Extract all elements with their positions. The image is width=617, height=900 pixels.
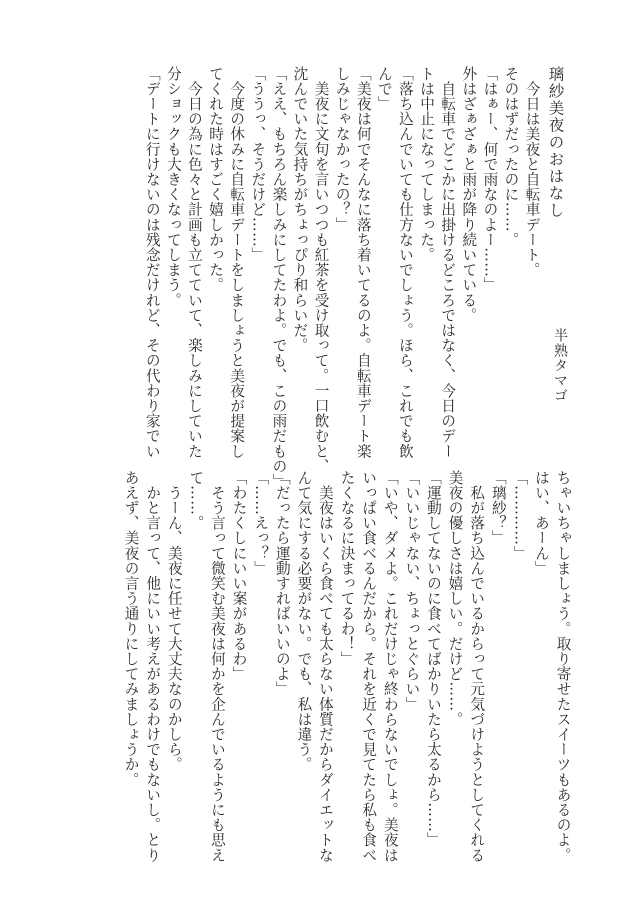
text-line: てくれた時はすごく嬉しかった。 — [207, 66, 225, 293]
text-line: 美夜に文句を言いつつも紅茶を受け取って。一口飲むと、 — [312, 66, 330, 474]
text-line: て……。 — [187, 470, 205, 531]
text-line: 「美夜は何でそんなに落ち着いてるのよ。自転車デート楽 — [354, 66, 372, 459]
text-line: 「わたくしにいい案があるわ」 — [230, 470, 248, 682]
text-line: 「運動してないのに食べてばかりいたら太るから……」 — [424, 470, 442, 848]
text-line: しみじゃなかったの？」 — [333, 66, 351, 233]
text-line: 自転車でどこかに出掛けるどころではなく、今日のデー — [439, 66, 457, 459]
text-line: んて気にする必要がない。でも、私は違う。 — [295, 470, 313, 772]
text-line: 「ええ、もちろん楽しみにしてたわよ。でも、この雨だもの」 — [270, 66, 288, 489]
text-line: そのはずだったのに……。 — [502, 66, 520, 248]
author-name: 半熟タマゴ — [552, 328, 568, 403]
text-line: そう言って微笑む美夜は何かを企んでいるようにも思え — [208, 470, 226, 863]
text-line: 美夜の優しさは嬉しい。だけど……。 — [446, 470, 464, 727]
text-line: 「璃紗？」 — [489, 470, 507, 546]
text-line: いっぱい食べるんだから。それを近くで見てたら私も食べ — [360, 470, 378, 863]
text-line: 今日の為に色々と計画も立てていて、楽しみにしていた — [185, 66, 203, 459]
text-line: 「いや、ダメよ。これだけじゃ終わらないでしょ。美夜は — [381, 470, 399, 863]
text-line: トは中止になってしまった。 — [418, 66, 436, 263]
text-line: 「デートに行けないのは残念だけれど、その代わり家でい — [143, 66, 161, 459]
text-line: 「……えっ？」 — [252, 470, 270, 576]
story-title: 璃紗美夜のおはなし — [546, 66, 565, 219]
text-line: 「いいじゃない、ちょっとぐらい」 — [403, 470, 421, 712]
text-line: あえず、美夜の言う通りにしてみましょうか。 — [122, 470, 140, 788]
text-line: 今度の休みに自転車デートをしましょうと美夜が提案し — [228, 66, 246, 459]
text-line: 私が落ち込んでいるからって元気づけようとしてくれる — [468, 470, 486, 863]
text-line: 「…………」 — [511, 470, 529, 561]
text-line: んで」 — [375, 66, 393, 112]
text-line: 外はざぁざぁと雨が降り続いている。 — [460, 66, 478, 323]
text-line: 「ううっ、そうだけど……」 — [249, 66, 267, 263]
text-line: 沈んでいた気持ちがちょっぴり和らいだ。 — [291, 66, 309, 353]
text-line: うーん、美夜に任せて大丈夫なのかしら。 — [165, 470, 183, 772]
text-line: 「落ち込んでいても仕方ないでしょう。ほら、これでも飲 — [396, 66, 414, 459]
text-line: 「はぁー、何で雨なのよー……」 — [481, 66, 499, 293]
text-line: ちゃいちゃしましょう。取り寄せたスイーツもあるのよ。 — [554, 470, 572, 863]
text-line: 今日は美夜と自転車デート。 — [523, 66, 541, 278]
text-line: 分ショックも大きくなってしまう。 — [164, 66, 182, 308]
text-line: たくなるに決まってるわ！」 — [338, 470, 356, 667]
text-line: かと言って、他にいい考えがあるわけでもないし。とり — [144, 470, 162, 863]
text-line: 「だったら運動すればいいのよ」 — [273, 470, 291, 697]
text-line: 美夜はいくら食べても太らない体質だからダイエットな — [316, 470, 334, 863]
text-line: はい、あーん」 — [532, 470, 550, 576]
